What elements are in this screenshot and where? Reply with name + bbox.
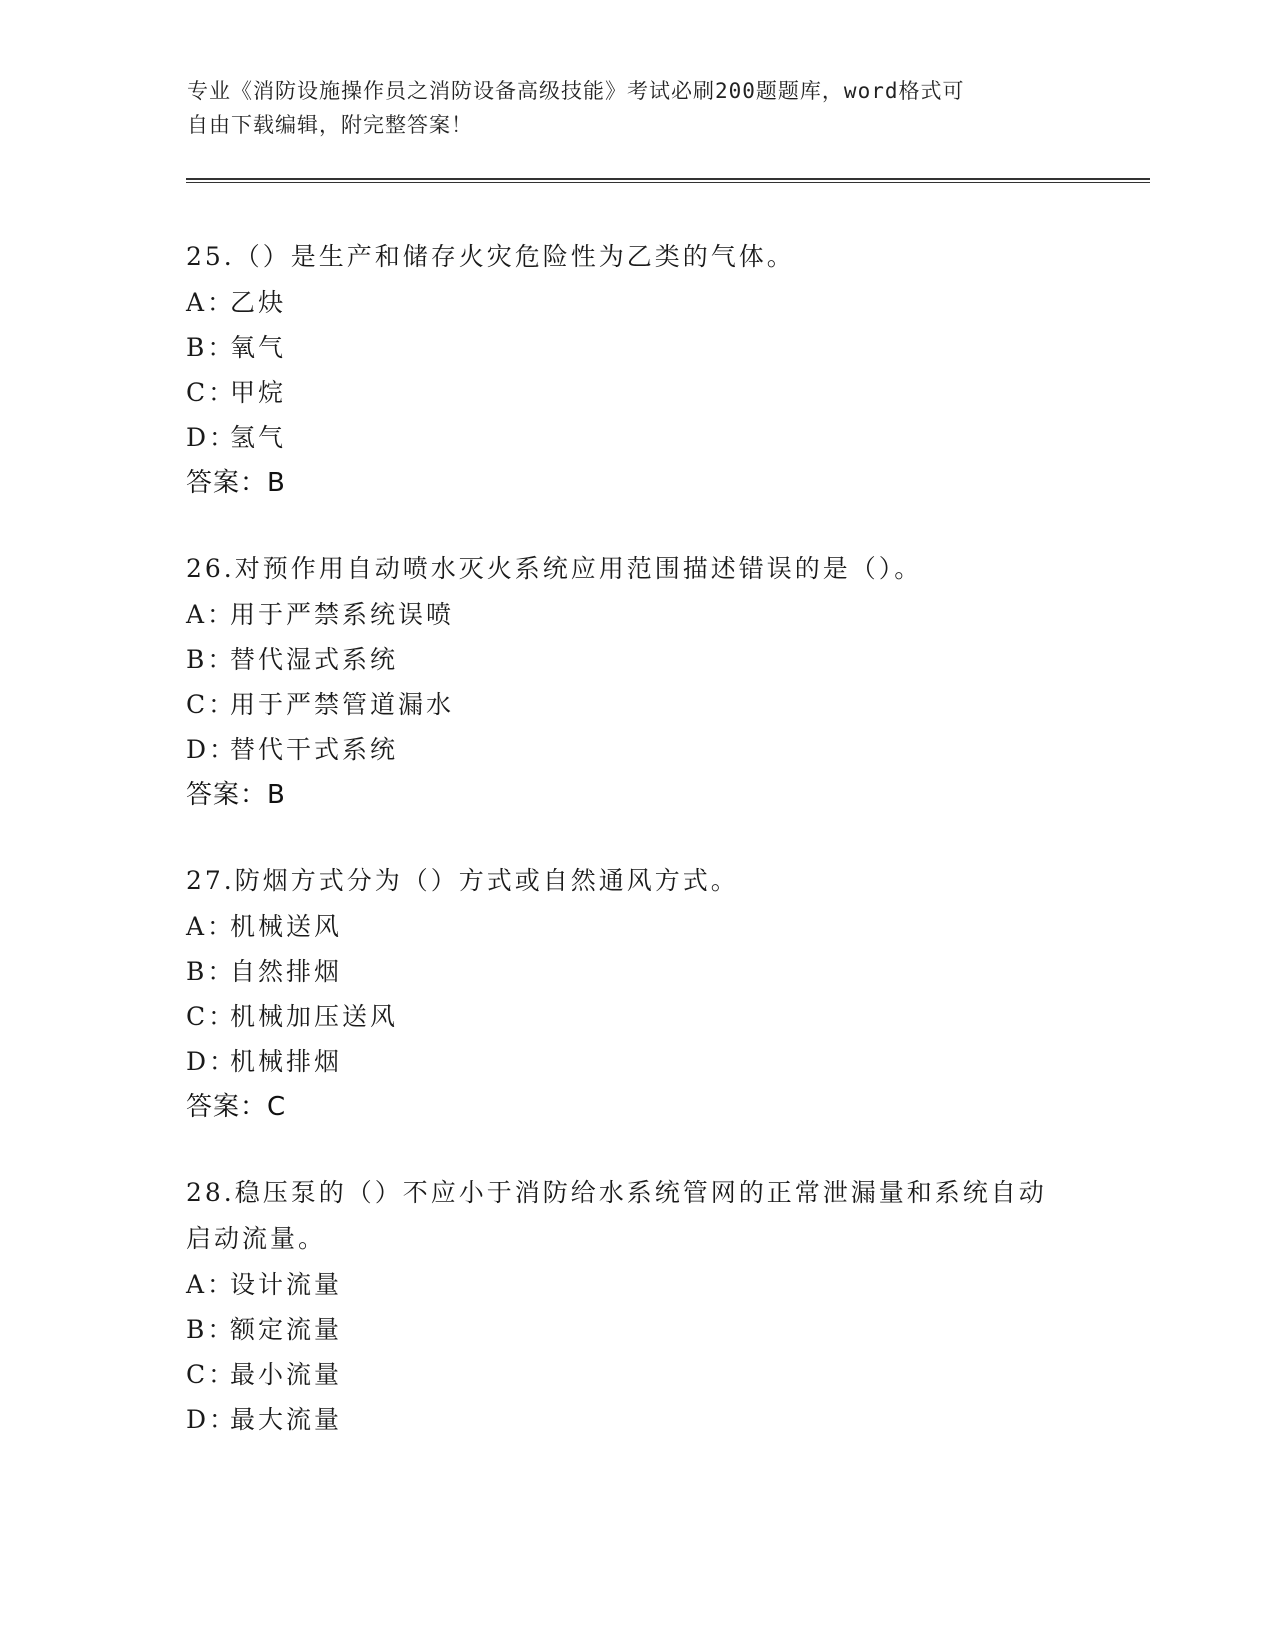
option-text: 机械送风 xyxy=(230,912,343,941)
question-25 xyxy=(186,234,1086,506)
option-letter: B： xyxy=(186,333,236,362)
option-letter: C： xyxy=(186,1360,237,1389)
question-stem xyxy=(186,234,1086,280)
header-line-2: 自由下载编辑，附完整答案！ xyxy=(187,113,473,137)
option-letter: D： xyxy=(186,1405,238,1434)
option-letter: D： xyxy=(186,735,238,764)
option-text: 机械加压送风 xyxy=(230,1002,399,1031)
option-c xyxy=(186,1352,1086,1397)
option-d xyxy=(186,1397,1086,1442)
option-letter: B： xyxy=(186,645,236,674)
option-letter: A： xyxy=(186,288,236,317)
option-b xyxy=(186,325,1086,370)
option-a xyxy=(186,592,1086,637)
option-text: 用于严禁管道漏水 xyxy=(230,690,455,719)
question-stem xyxy=(186,858,1086,904)
option-text: 设计流量 xyxy=(230,1270,343,1299)
option-a xyxy=(186,904,1086,949)
option-b xyxy=(186,949,1086,994)
document-header xyxy=(187,74,1067,142)
stem-line: 26.对预作用自动喷水灭火系统应用范围描述错误的是（）。 xyxy=(186,554,923,583)
option-c xyxy=(186,370,1086,415)
stem-line: 25.（）是生产和储存火灾危险性为乙类的气体。 xyxy=(186,242,795,271)
option-text: 替代湿式系统 xyxy=(230,645,399,674)
option-letter: D： xyxy=(186,423,238,452)
option-letter: C： xyxy=(186,1002,237,1031)
question-list xyxy=(186,234,1086,1482)
question-stem xyxy=(186,1170,1086,1262)
option-text: 替代干式系统 xyxy=(230,735,399,764)
option-c xyxy=(186,682,1086,727)
stem-line: 启动流量。 xyxy=(186,1224,327,1253)
option-text: 额定流量 xyxy=(230,1315,343,1344)
option-text: 甲烷 xyxy=(230,378,287,407)
stem-line: 28.稳压泵的（）不应小于消防给水系统管网的正常泄漏量和系统自动 xyxy=(186,1178,1047,1207)
option-c xyxy=(186,994,1086,1039)
option-letter: A： xyxy=(186,1270,236,1299)
option-d xyxy=(186,727,1086,772)
option-text: 最小流量 xyxy=(230,1360,343,1389)
option-letter: C： xyxy=(186,690,237,719)
answer-line: 答案：B xyxy=(186,780,286,810)
answer-line: 答案：B xyxy=(186,468,286,498)
option-text: 最大流量 xyxy=(230,1405,343,1434)
header-divider xyxy=(186,178,1150,183)
option-letter: A： xyxy=(186,600,236,629)
option-a xyxy=(186,280,1086,325)
stem-line: 27.防烟方式分为（）方式或自然通风方式。 xyxy=(186,866,739,895)
option-text: 自然排烟 xyxy=(230,957,343,986)
option-b xyxy=(186,637,1086,682)
option-d xyxy=(186,415,1086,460)
option-text: 机械排烟 xyxy=(230,1047,343,1076)
answer-line: 答案：C xyxy=(186,1092,287,1122)
option-text: 氢气 xyxy=(230,423,287,452)
question-26 xyxy=(186,546,1086,818)
option-letter: B： xyxy=(186,1315,236,1344)
question-27 xyxy=(186,858,1086,1130)
option-a xyxy=(186,1262,1086,1307)
option-letter: B： xyxy=(186,957,236,986)
option-text: 乙炔 xyxy=(230,288,287,317)
option-text: 用于严禁系统误喷 xyxy=(230,600,455,629)
header-line-1: 专业《消防设施操作员之消防设备高级技能》考试必刷200题题库，word格式可 xyxy=(187,79,965,103)
option-b xyxy=(186,1307,1086,1352)
question-stem xyxy=(186,546,1086,592)
option-letter: D： xyxy=(186,1047,238,1076)
option-letter: C： xyxy=(186,378,237,407)
question-28 xyxy=(186,1170,1086,1442)
option-d xyxy=(186,1039,1086,1084)
option-letter: A： xyxy=(186,912,236,941)
option-text: 氧气 xyxy=(230,333,287,362)
